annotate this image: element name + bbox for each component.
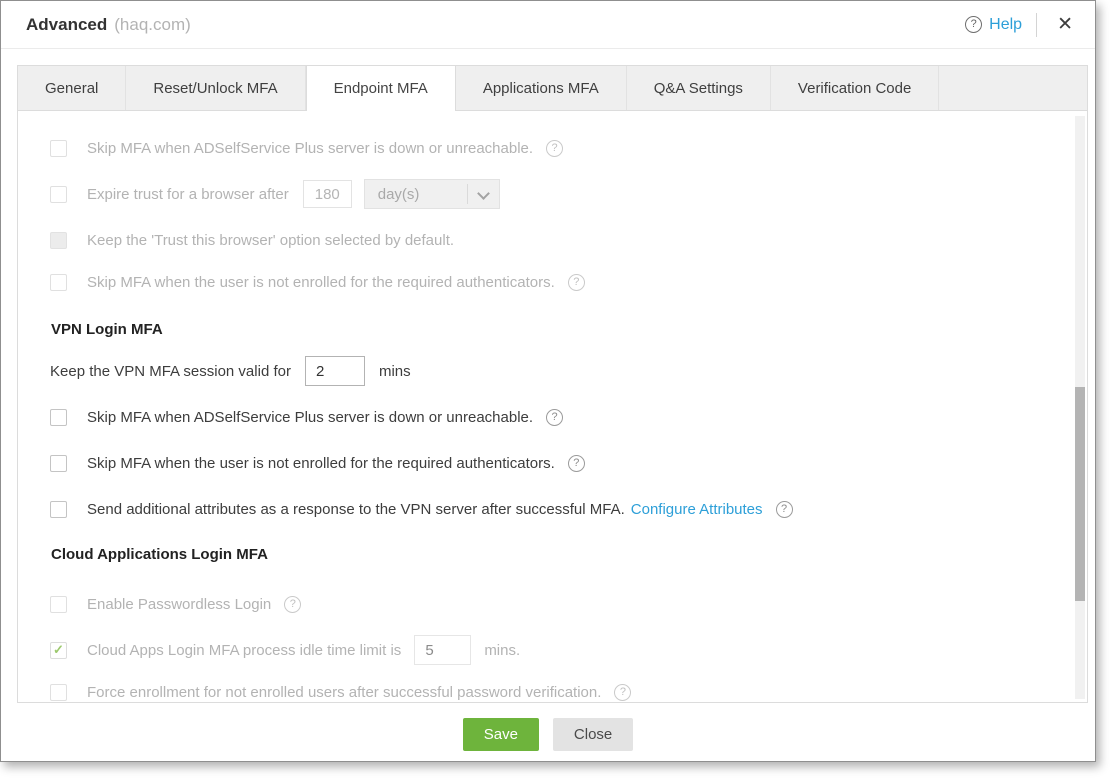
- settings-panel: [17, 65, 1088, 703]
- endpoint-mfa-content: [18, 111, 1087, 702]
- expire-trust-days-input: [303, 180, 352, 208]
- dialog-header: [1, 1, 1095, 49]
- tab-endpoint-mfa[interactable]: Endpoint MFA: [306, 66, 456, 111]
- section-title-cloud-apps-login-mfa: Cloud Applications Login MFA: [51, 546, 268, 563]
- vpn-session-minutes-input[interactable]: [305, 356, 365, 386]
- option-row: [50, 448, 1047, 478]
- option-row: [50, 494, 1047, 524]
- tab-general[interactable]: General: [18, 66, 126, 110]
- option-label: Skip MFA when the user is not enrolled for the required authenticators.: [87, 454, 555, 472]
- tab-verification-code[interactable]: Verification Code: [771, 66, 939, 110]
- option-label: Expire trust for a browser after: [87, 185, 289, 203]
- help-tooltip-icon: ?: [614, 684, 631, 701]
- keep-trust-checkbox-disabled: [50, 232, 67, 249]
- help-tooltip-icon: ?: [284, 596, 301, 613]
- vertical-scrollbar[interactable]: [1075, 116, 1085, 699]
- help-tooltip-icon[interactable]: ?: [546, 409, 563, 426]
- option-row: [50, 635, 1047, 665]
- vpn-send-attributes-checkbox[interactable]: [50, 501, 67, 518]
- help-tooltip-icon[interactable]: ?: [776, 501, 793, 518]
- help-tooltip-icon: ?: [546, 140, 563, 157]
- tab-applications-mfa[interactable]: Applications MFA: [456, 66, 627, 110]
- option-row: [50, 677, 1047, 702]
- vpn-session-row: [50, 356, 1047, 386]
- configure-attributes-link[interactable]: Configure Attributes: [630, 500, 763, 518]
- select-divider: [467, 184, 468, 204]
- option-row: [50, 402, 1047, 432]
- help-tooltip-icon[interactable]: ?: [568, 455, 585, 472]
- option-label: Cloud Apps Login MFA process idle time limit is: [87, 641, 402, 659]
- expire-trust-checkbox-disabled: [50, 186, 67, 203]
- option-label: Enable Passwordless Login: [87, 595, 272, 613]
- option-label: Keep the 'Trust this browser' option selected by default.: [87, 231, 455, 249]
- select-value: day(s): [377, 185, 420, 203]
- tab-reset-unlock-mfa[interactable]: Reset/Unlock MFA: [126, 66, 305, 110]
- help-tooltip-icon: ?: [568, 274, 585, 291]
- option-row: [50, 225, 1047, 255]
- option-row: [50, 179, 1047, 209]
- close-button[interactable]: Close: [553, 718, 633, 751]
- scrollbar-thumb[interactable]: [1075, 387, 1085, 601]
- dialog-title: Advanced: [26, 14, 108, 34]
- option-label: Skip MFA when ADSelfService Plus server is down or unreachable.: [87, 139, 534, 157]
- help-link[interactable]: Help: [989, 15, 1023, 33]
- help-icon[interactable]: ?: [965, 16, 982, 33]
- skip-mfa-server-down-checkbox-disabled: [50, 140, 67, 157]
- skip-mfa-not-enrolled-checkbox-disabled: [50, 274, 67, 291]
- vpn-skip-mfa-server-down-checkbox[interactable]: [50, 409, 67, 426]
- close-icon[interactable]: ✕: [1057, 14, 1073, 35]
- vpn-skip-mfa-not-enrolled-checkbox[interactable]: [50, 455, 67, 472]
- tab-qa-settings[interactable]: Q&A Settings: [627, 66, 771, 110]
- option-row: [50, 589, 1047, 619]
- enable-passwordless-login-checkbox-disabled: [50, 596, 67, 613]
- field-unit: mins.: [484, 641, 521, 659]
- field-label: Keep the VPN MFA session valid for: [50, 362, 291, 380]
- chevron-down-icon: [477, 187, 490, 200]
- field-unit: mins: [378, 362, 411, 380]
- force-enrollment-checkbox-disabled: [50, 684, 67, 701]
- dialog-title-domain: (haq.com): [114, 14, 191, 34]
- option-row: [50, 267, 1047, 297]
- option-row: [50, 133, 1047, 163]
- cloud-idle-limit-minutes-input: [414, 635, 471, 665]
- tab-bar: [18, 66, 1087, 111]
- option-label: Send additional attributes as a response to the VPN server after successful MFA.: [87, 500, 625, 518]
- option-label: Force enrollment for not enrolled users after successful password verification.: [87, 683, 602, 701]
- option-label: Skip MFA when the user is not enrolled for the required authenticators.: [87, 273, 555, 291]
- save-button[interactable]: Save: [463, 718, 539, 751]
- expire-trust-unit-select: [364, 179, 500, 209]
- section-title-vpn-login-mfa: VPN Login MFA: [51, 321, 163, 338]
- dialog-footer: [1, 718, 1095, 751]
- header-divider: [1036, 13, 1037, 37]
- cloud-idle-limit-checkbox-checked-disabled: ✓: [50, 642, 67, 659]
- option-label: Skip MFA when ADSelfService Plus server is down or unreachable.: [87, 408, 534, 426]
